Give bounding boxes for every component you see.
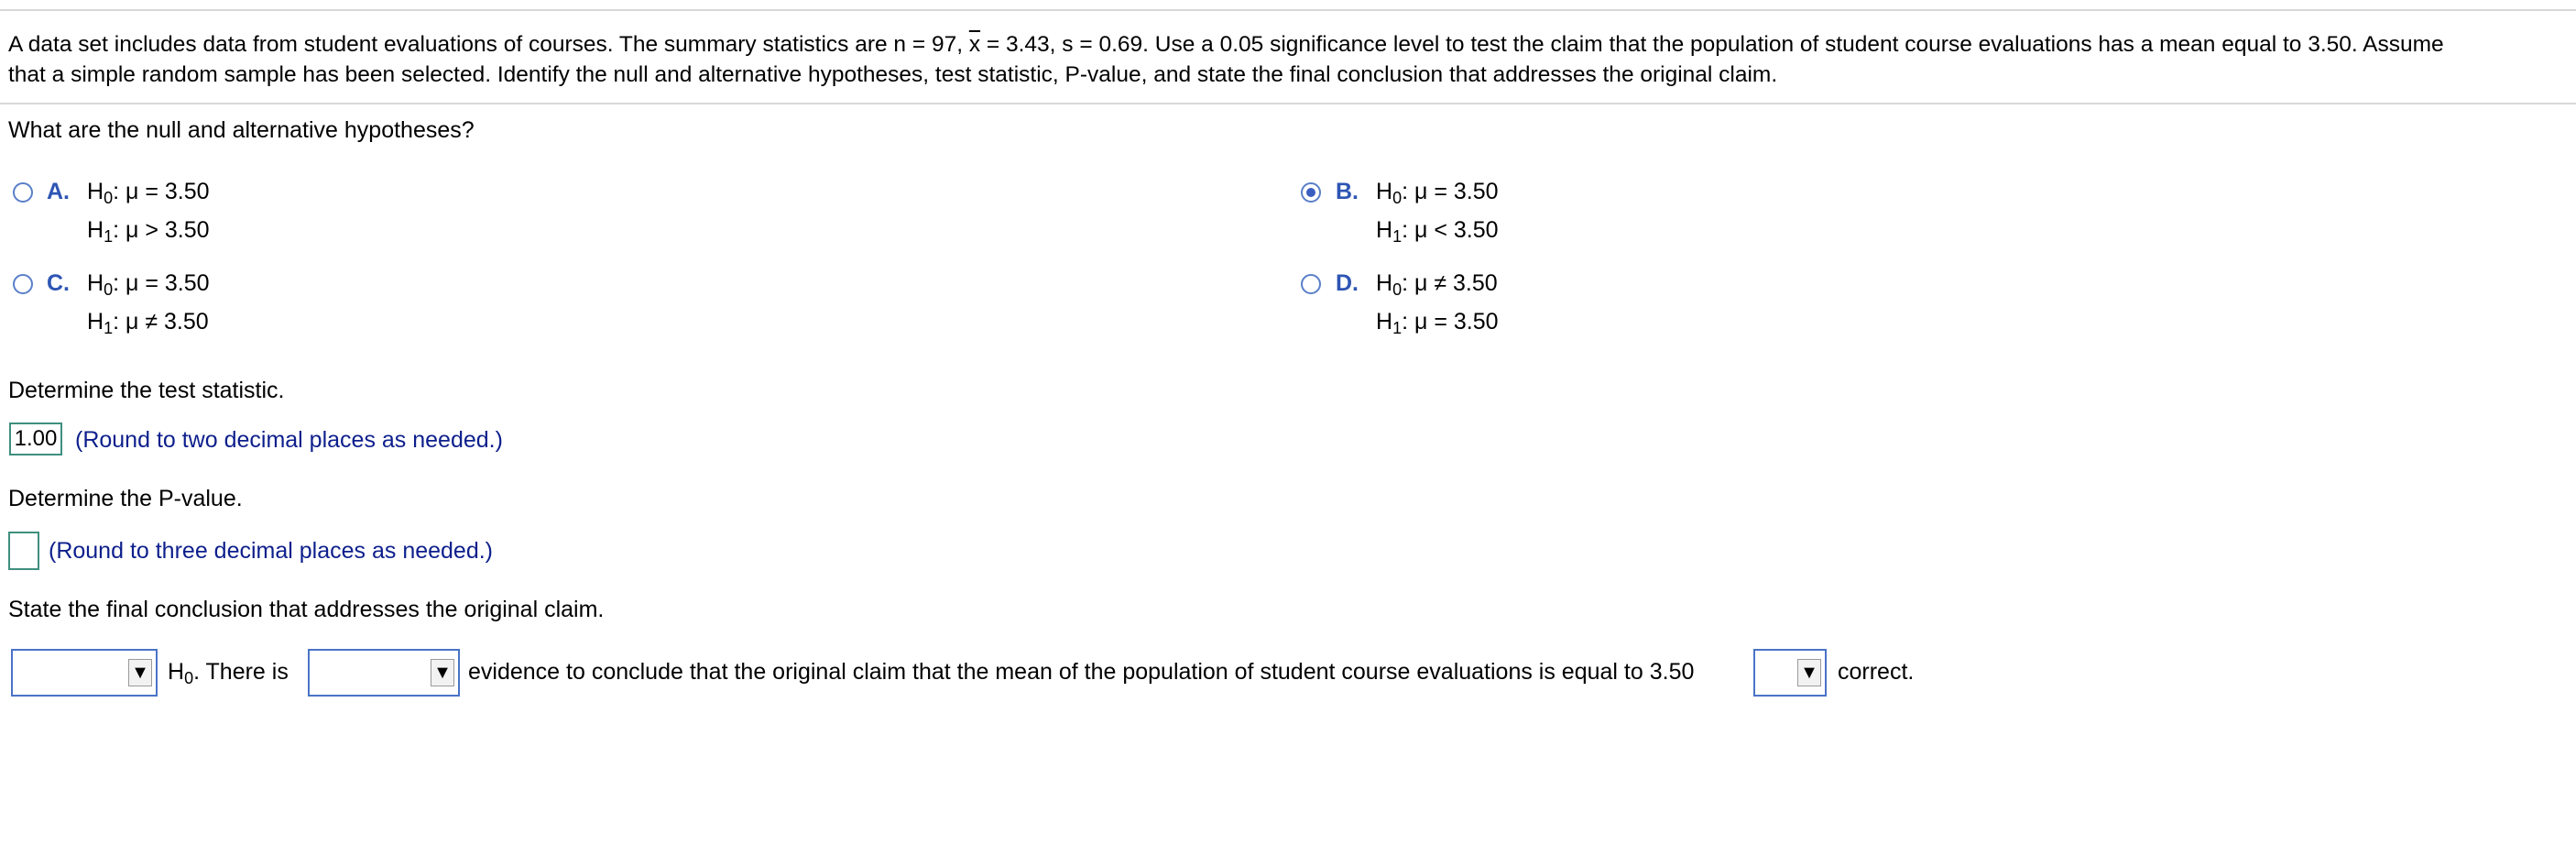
option-b-h1[interactable]: $H_1$: μ < 3.50 [1376,217,1499,246]
xbar-symbol: $\overline{x}$ [968,32,981,57]
option-c-letter[interactable]: C. [47,270,70,296]
problem-line-1: A data set includes data from student evaluations of courses. The summary statistics are n = 97, $\overline{x} = 3.43$, s = 0.69. Use a 0.05 significance level to test the claim that the population of student course evaluations has a mean equal to 3.50. Assume [8,32,2444,57]
option-b-letter[interactable]: B. [1336,179,1359,204]
chevron-down-icon[interactable]: ▼ [431,659,454,686]
option-a-letter[interactable]: A. [47,179,70,204]
test-statistic-hint: (Round to two decimal places as needed.) [75,427,503,453]
conclusion-h0-text: $H_0$. There is [168,659,289,687]
option-a-h1[interactable]: $H_1$: μ > 3.50 [87,217,210,246]
problem-divider [0,103,2576,104]
conclusion-middle-text: evidence to conclude that the original claim that the mean of the population of student course evaluations is equal to 3.50 [468,659,1695,685]
option-c-h0[interactable]: $H_0$: μ = 3.50 [87,270,210,299]
option-d-letter[interactable]: D. [1336,270,1359,296]
chevron-down-icon[interactable]: ▼ [128,659,152,686]
problem-statement [8,29,2444,90]
conclusion-end-text: correct. [1838,659,1915,685]
reject-decision-dropdown[interactable] [11,649,158,697]
problem-line-2: that a simple random sample has been selected. Identify the null and alternative hypotheses, test statistic, P-value, and state the final conclusion that addresses the original claim. [8,62,1778,87]
p-value-prompt: Determine the P-value. [8,486,243,511]
option-a-radio[interactable] [13,182,33,203]
p-value-hint: (Round to three decimal places as needed.) [49,538,494,564]
option-a-h0[interactable]: $H_0$: μ = 3.50 [87,179,210,207]
claim-correctness-dropdown[interactable] [1753,649,1827,697]
option-c-radio[interactable] [13,274,33,294]
conclusion-prompt: State the final conclusion that addresses the original claim. [8,597,605,622]
option-b-radio[interactable] [1301,182,1321,203]
hypotheses-prompt: What are the null and alternative hypotheses? [8,117,475,143]
option-d-radio[interactable] [1301,274,1321,294]
chevron-down-icon[interactable]: ▼ [1797,659,1821,686]
option-c-h1[interactable]: $H_1$: μ ≠ 3.50 [87,309,209,337]
test-statistic-prompt: Determine the test statistic. [8,378,285,403]
evidence-dropdown[interactable] [308,649,460,697]
p-value-input[interactable] [8,532,39,570]
test-statistic-input[interactable]: 1.00 [9,423,62,455]
option-d-h1[interactable]: $H_1$: μ = 3.50 [1376,309,1499,337]
option-d-h0[interactable]: $H_0$: μ ≠ 3.50 [1376,270,1498,299]
top-divider [0,9,2576,11]
option-b-h0[interactable]: $H_0$: μ = 3.50 [1376,179,1499,207]
